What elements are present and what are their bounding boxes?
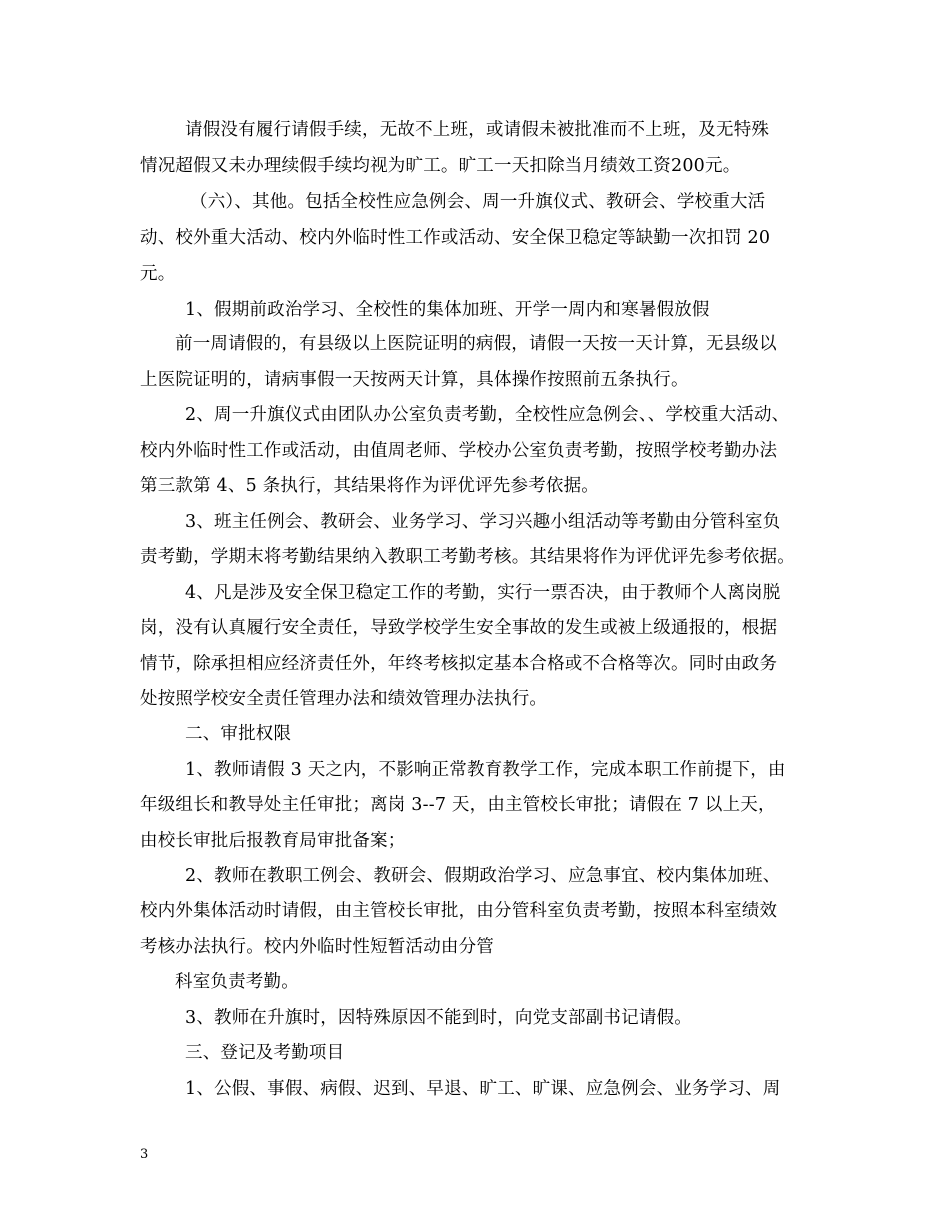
text-line: 3、教师在升旗时，因特殊原因不能到时，向党支部副书记请假。 bbox=[185, 1008, 692, 1028]
text-line: 科室负责考勤。 bbox=[175, 972, 299, 992]
text-line: 上医院证明的，请病事假一天按两天计算，具体操作按照前五条执行。 bbox=[140, 370, 689, 390]
text-line: 校内外临时性工作或活动，由值周老师、学校办公室负责考勤，按照学校考勤办法 bbox=[140, 441, 778, 461]
text-line: 1、公假、事假、病假、迟到、早退、旷工、旷课、应急例会、业务学习、周 bbox=[185, 1079, 781, 1099]
text-line: 情况超假又未办理续假手续均视为旷工。旷工一天扣除当月绩效工资200元。 bbox=[140, 156, 741, 176]
text-line: 1、教师请假 3 天之内，不影响正常教育教学工作，完成本职工作前提下，由 bbox=[185, 760, 786, 780]
text-line: 2、教师在教职工例会、教研会、假期政治学习、应急事宜、校内集体加班、 bbox=[185, 866, 781, 886]
section-heading: 二、审批权限 bbox=[185, 724, 292, 744]
text-line: 考核办法执行。校内外临时性短暂活动由分管 bbox=[140, 937, 494, 957]
text-line: 4、凡是涉及安全保卫稳定工作的考勤，实行一票否决，由于教师个人离岗脱 bbox=[185, 583, 781, 603]
text-line: 动、校外重大活动、校内外临时性工作或活动、安全保卫稳定等缺勤一次扣罚 20 bbox=[140, 228, 771, 248]
section-heading: 三、登记及考勤项目 bbox=[185, 1043, 345, 1063]
text-line: 请假没有履行请假手续，无故不上班，或请假未被批准而不上班，及无特殊 bbox=[185, 120, 770, 140]
text-line: （六）、其他。包括全校性应急例会、周一升旗仪式、教研会、学校重大活 bbox=[190, 192, 766, 212]
text-line: 前一周请假的，有县级以上医院证明的病假，请假一天按一天计算，无县级以 bbox=[175, 334, 777, 354]
text-line: 责考勤，学期末将考勤结果纳入教职工考勤考核。其结果将作为评优评先参考依据。 bbox=[140, 547, 795, 567]
text-line: 第三款第 4、5 条执行，其结果将作为评优评先参考依据。 bbox=[140, 476, 599, 496]
text-line: 1、假期前政治学习、全校性的集体加班、开学一周内和寒暑假放假 bbox=[185, 300, 710, 320]
text-line: 元。 bbox=[140, 264, 176, 284]
text-line: 由校长审批后报教育局审批备案； bbox=[140, 831, 406, 851]
text-line: 2、周一升旗仪式由团队办公室负责考勤，全校性应急例会、、学校重大活动、 bbox=[185, 405, 790, 425]
text-line: 3、班主任例会、教研会、业务学习、学习兴趣小组活动等考勤由分管科室负 bbox=[185, 512, 781, 532]
text-line: 年级组长和教导处主任审批；离岗 3--7 天，由主管校长审批；请假在 7 以上天， bbox=[140, 795, 776, 815]
text-line: 校内外集体活动时请假，由主管校长审批，由分管科室负责考勤，按照本科室绩效 bbox=[140, 901, 778, 921]
text-line: 情节，除承担相应经济责任外，年终考核拟定基本合格或不合格等次。同时由政务 bbox=[140, 654, 778, 674]
page-number: 3 bbox=[140, 1147, 149, 1162]
text-line: 岗，没有认真履行安全责任，导致学校学生安全事故的发生或被上级通报的，根据 bbox=[140, 618, 778, 638]
text-line: 处按照学校安全责任管理办法和绩效管理办法执行。 bbox=[140, 689, 548, 709]
